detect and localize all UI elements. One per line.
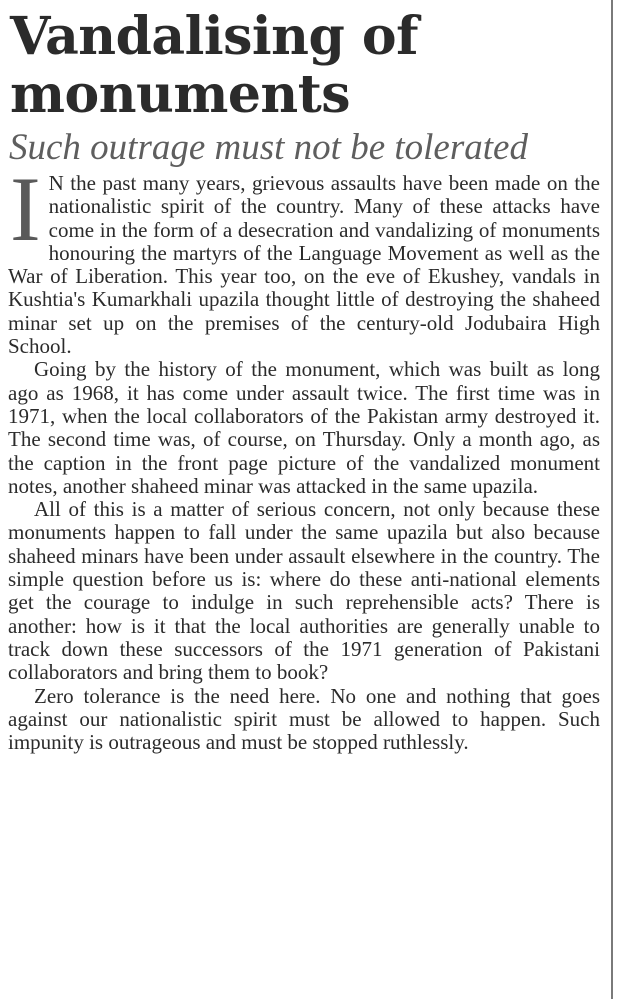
- paragraph-1-text: N the past many years, grievous assaults have been made on the nationalistic spirit of the country. Many of these attacks have come in the form of a desecration and vandalizing of monuments honouring the martyrs of the Language Movement as well as the War of Liberation. This year too, on the eve of Ekushey, vandals in Kushtia's Kumarkhali upazila thought little of destroying the shaheed minar set up on the premises of the century-old Jodubaira High School.: [8, 171, 600, 359]
- drop-cap: I: [10, 158, 41, 260]
- paragraph-2: Going by the history of the monument, which was built as long ago as 1968, it has come under assault twice. The first time was in 1971, when the local collaborators of the Pakistan army destroyed it. The second time was, of course, on Thursday. Only a month ago, as the caption in the front page picture of the vandalized monument notes, another shaheed minar was attacked in the same upazila.: [8, 357, 600, 498]
- paragraph-3: All of this is a matter of serious concern, not only because these monuments happen to fall under the same upazila but also because shaheed minars have been under assault elsewhere in the country. The simple question before us is: where do these anti-national elements get the courage to indulge in such reprehensible acts? There is another: how is it that the local authorities are generally unable to track down these successors of the 1971 generation of Pakistani collaborators and bring them to book?: [8, 497, 600, 685]
- article-body: [8, 158, 600, 755]
- editorial-article: [8, 8, 600, 993]
- paragraph-4: Zero tolerance is the need here. No one and nothing that goes against our nationalistic spirit must be allowed to happen. Such impunity is outrageous and must be stopped ruthlessly.: [8, 683, 600, 755]
- headline: Vandalising of monuments: [10, 8, 418, 125]
- column-rule: [611, 0, 613, 999]
- paragraph-1: [8, 158, 600, 359]
- subheadline: Such outrage must not be tolerated: [9, 127, 528, 168]
